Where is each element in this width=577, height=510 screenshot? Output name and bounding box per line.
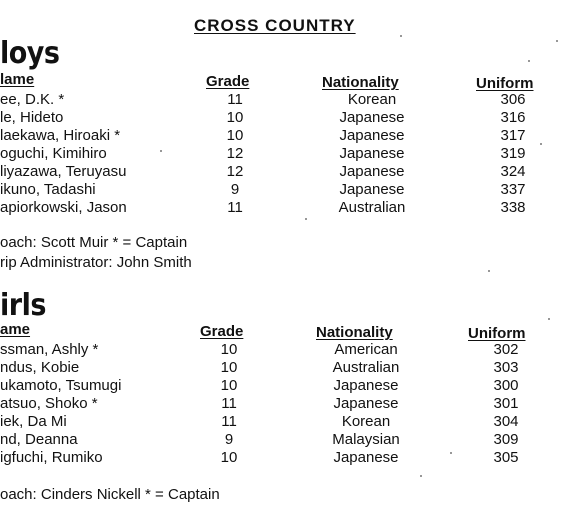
player-nationality: Japanese [339,163,405,180]
column-header-grade: Grade [206,73,250,90]
table-row [0,199,577,217]
coach-note: oach: Cinders Nickell * = Captain [0,486,220,503]
table-row [0,359,577,377]
player-uniform: 317 [500,127,526,144]
player-grade: 12 [226,145,244,162]
page-title: CROSS COUNTRY [194,16,356,35]
player-name: atsuo, Shoko * [0,395,98,412]
player-nationality: American [334,341,398,358]
player-uniform: 301 [493,395,519,412]
section-heading-boys: loys [0,36,60,71]
table-row [0,145,577,163]
section-heading-girls: irls [0,288,46,323]
player-nationality: Japanese [339,109,405,126]
player-nationality: Australian [338,199,406,216]
player-uniform: 324 [500,163,526,180]
player-nationality: Japanese [339,181,405,198]
player-grade: 9 [230,181,240,198]
player-grade: 10 [220,449,238,466]
table-row [0,413,577,431]
player-name: iek, Da Mi [0,413,67,430]
player-uniform: 319 [500,145,526,162]
player-uniform: 300 [493,377,519,394]
column-header-uniform: Uniform [468,325,526,342]
player-grade: 12 [226,163,244,180]
player-uniform: 338 [500,199,526,216]
table-row [0,163,577,181]
player-name: ee, D.K. * [0,91,65,108]
player-nationality: Japanese [339,127,405,144]
coach-note: oach: Scott Muir * = Captain [0,234,188,251]
table-row [0,109,577,127]
player-grade: 9 [224,431,234,448]
player-name: ukamoto, Tsumugi [0,377,122,394]
player-uniform: 303 [493,359,519,376]
table-row [0,341,577,359]
column-header-name: lame [0,71,35,88]
column-header-grade: Grade [200,323,244,340]
table-row [0,395,577,413]
player-nationality: Korean [347,91,397,108]
column-header-nationality: Nationality [322,74,399,91]
player-name: laekawa, Hiroaki * [0,127,121,144]
player-grade: 11 [227,199,243,216]
table-row [0,91,577,109]
trip-admin-note: rip Administrator: John Smith [0,254,192,271]
player-uniform: 304 [493,413,519,430]
table-row [0,449,577,467]
column-header-nationality: Nationality [316,324,393,341]
column-header-uniform: Uniform [476,75,534,92]
player-grade: 11 [221,413,237,430]
player-name: ssman, Ashly * [0,341,99,358]
player-nationality: Malaysian [332,431,400,448]
player-name: ikuno, Tadashi [0,181,96,198]
player-uniform: 316 [500,109,526,126]
player-uniform: 302 [493,341,519,358]
player-grade: 10 [220,341,238,358]
player-grade: 10 [220,377,238,394]
player-name: le, Hideto [0,109,64,126]
player-grade: 11 [221,395,237,412]
column-header-name: ame [0,321,31,338]
table-row [0,181,577,199]
table-row [0,431,577,449]
table-row [0,127,577,145]
player-nationality: Japanese [333,449,399,466]
player-name: igfuchi, Rumiko [0,449,103,466]
player-name: liyazawa, Teruyasu [0,163,127,180]
player-grade: 10 [220,359,238,376]
player-name: ndus, Kobie [0,359,80,376]
player-nationality: Japanese [333,377,399,394]
player-grade: 10 [226,109,244,126]
player-name: oguchi, Kimihiro [0,145,107,162]
player-nationality: Korean [341,413,391,430]
player-name: nd, Deanna [0,431,78,448]
player-nationality: Australian [332,359,400,376]
player-nationality: Japanese [339,145,405,162]
player-uniform: 305 [493,449,519,466]
player-grade: 10 [226,127,244,144]
player-nationality: Japanese [333,395,399,412]
player-grade: 11 [227,91,243,108]
player-uniform: 306 [500,91,526,108]
player-uniform: 337 [500,181,526,198]
table-row [0,377,577,395]
player-uniform: 309 [493,431,519,448]
player-name: apiorkowski, Jason [0,199,127,216]
